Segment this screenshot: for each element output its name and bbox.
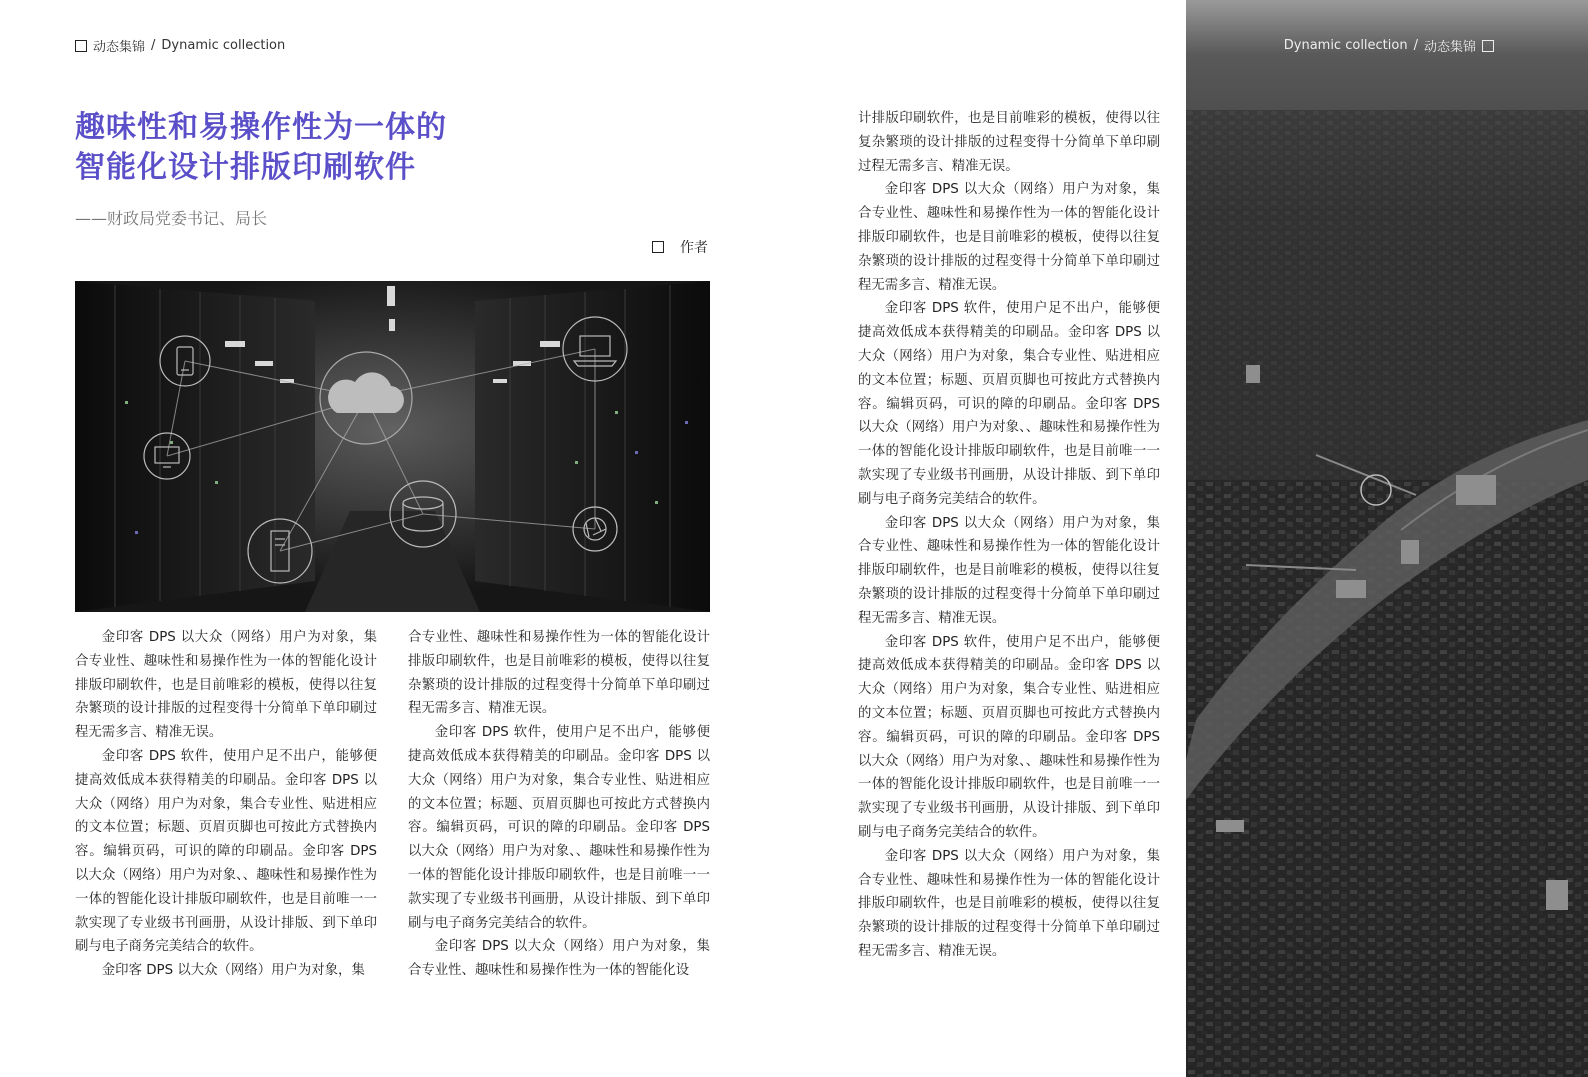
cloud-node bbox=[320, 352, 412, 444]
square-icon bbox=[1482, 40, 1494, 52]
body-column-2 bbox=[408, 626, 710, 983]
aerial-city-illustration bbox=[1186, 0, 1588, 1077]
datacenter-photo bbox=[75, 281, 710, 612]
header-right-zh: 动态集锦 bbox=[1423, 40, 1476, 55]
body-paragraph: 金印客 DPS 以大众（网络）用户为对象，集 bbox=[101, 963, 365, 979]
header-right-sep: / bbox=[1413, 38, 1418, 53]
body-paragraph: 金印客 DPS 软件，使用户足不出户，能够便捷高效低成本获得精美的印刷品。金印客 DPS 以大众（网络）用户为对象，集合专业性、贴进相应的文本位置；标题、页眉页脚也可按此方式替换内容。编辑页码，可识的障的印刷品。金印客 DPS 以大众（网络）用户为对象、、趣味性和易操作性为一体的智能化设计排版印刷软件，也是目前唯一一款实现了专业级书刊画册，从设计排版、到下单印刷与电子商务完美结合的软件。 bbox=[858, 634, 1160, 840]
body-paragraph: 金印客 DPS 以大众（网络）用户为对象，集合专业性、趣味性和易操作性为一体的智能化设计排版印刷软件，也是目前唯彩的模板，使得以往复杂繁琐的设计排版的过程变得十分简单下单印刷过程无需多言、精准无误。 bbox=[858, 515, 1160, 626]
body-column-1 bbox=[75, 626, 377, 983]
aerial-city-photo bbox=[1186, 0, 1588, 1077]
author-line bbox=[652, 237, 708, 257]
body-paragraph: 金印客 DPS 以大众（网络）用户为对象，集合专业性、趣味性和易操作性为一体的智能化设计排版印刷软件，也是目前唯彩的模板，使得以往复杂繁琐的设计排版的过程变得十分简单下单印刷过程无需多言、精准无误。 bbox=[858, 848, 1160, 959]
article-title bbox=[75, 108, 505, 188]
author-label: 作者 bbox=[680, 240, 708, 256]
header-left-zh: 动态集锦 bbox=[93, 40, 146, 55]
running-header-right bbox=[1284, 36, 1494, 55]
title-line-2: 智能化设计排版印刷软件 bbox=[75, 150, 416, 185]
body-paragraph: 金印客 DPS 软件，使用户足不出户，能够便捷高效低成本获得精美的印刷品。金印客 DPS 以大众（网络）用户为对象，集合专业性、贴进相应的文本位置；标题、页眉页脚也可按此方式替换内容。编辑页码，可识的障的印刷品。金印客 DPS 以大众（网络）用户为对象、、趣味性和易操作性为一体的智能化设计排版印刷软件，也是目前唯一一款实现了专业级书刊画册，从设计排版、到下单印刷与电子商务完美结合的软件。 bbox=[75, 748, 377, 955]
header-left-sep: / bbox=[151, 38, 156, 53]
square-icon bbox=[75, 40, 87, 52]
datacenter-illustration bbox=[75, 281, 710, 612]
body-paragraph: 合专业性、趣味性和易操作性为一体的智能化设计排版印刷软件，也是目前唯彩的模板，使得以往复杂繁琐的设计排版的过程变得十分简单下单印刷过程无需多言、精准无误。 bbox=[408, 630, 710, 717]
body-paragraph: 计排版印刷软件，也是目前唯彩的模板，使得以往复杂繁琐的设计排版的过程变得十分简单下单印刷过程无需多言、精准无误。 bbox=[858, 111, 1160, 174]
article-subtitle: ——财政局党委书记、局长 bbox=[75, 209, 268, 228]
title-line-1: 趣味性和易操作性为一体的 bbox=[75, 110, 447, 145]
body-paragraph: 金印客 DPS 以大众（网络）用户为对象，集合专业性、趣味性和易操作性为一体的智能化设计排版印刷软件，也是目前唯彩的模板，使得以往复杂繁琐的设计排版的过程变得十分简单下单印刷过程无需多言、精准无误。 bbox=[858, 182, 1160, 293]
body-paragraph: 金印客 DPS 软件，使用户足不出户，能够便捷高效低成本获得精美的印刷品。金印客 DPS 以大众（网络）用户为对象，集合专业性、贴进相应的文本位置；标题、页眉页脚也可按此方式替换内容。编辑页码，可识的障的印刷品。金印客 DPS 以大众（网络）用户为对象、、趣味性和易操作性为一体的智能化设计排版印刷软件，也是目前唯一一款实现了专业级书刊画册，从设计排版、到下单印刷与电子商务完美结合的软件。 bbox=[408, 725, 710, 931]
square-icon bbox=[652, 241, 664, 253]
running-header-left bbox=[75, 36, 285, 55]
body-paragraph: 金印客 DPS 软件，使用户足不出户，能够便捷高效低成本获得精美的印刷品。金印客 DPS 以大众（网络）用户为对象，集合专业性、贴进相应的文本位置；标题、页眉页脚也可按此方式替换内容。编辑页码，可识的障的印刷品。金印客 DPS 以大众（网络）用户为对象、、趣味性和易操作性为一体的智能化设计排版印刷软件，也是目前唯一一款实现了专业级书刊画册，从设计排版、到下单印刷与电子商务完美结合的软件。 bbox=[858, 301, 1160, 507]
header-right-en: Dynamic collection bbox=[1283, 38, 1408, 53]
body-paragraph: 金印客 DPS 以大众（网络）用户为对象，集合专业性、趣味性和易操作性为一体的智能化设 bbox=[408, 939, 710, 979]
body-paragraph: 金印客 DPS 以大众（网络）用户为对象，集合专业性、趣味性和易操作性为一体的智能化设计排版印刷软件，也是目前唯彩的模板，使得以往复杂繁琐的设计排版的过程变得十分简单下单印刷过程无需多言、精准无误。 bbox=[75, 630, 377, 741]
body-column-3 bbox=[858, 107, 1160, 964]
header-left-en: Dynamic collection bbox=[161, 38, 286, 53]
